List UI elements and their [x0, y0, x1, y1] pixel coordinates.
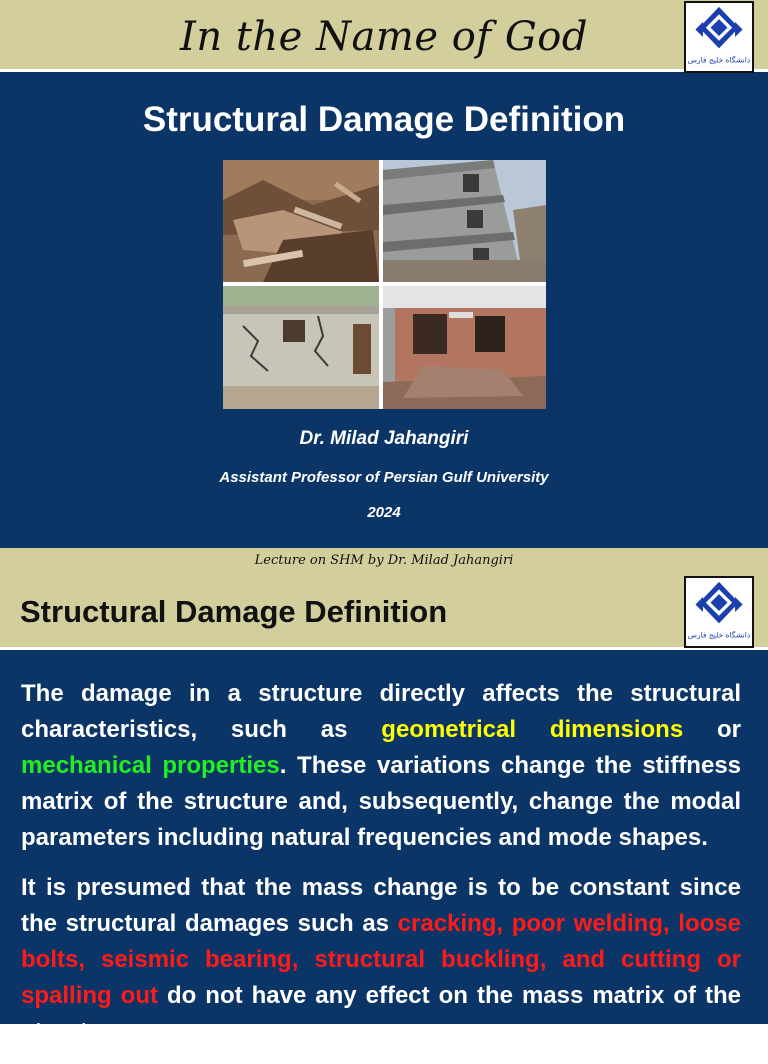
paragraph-mass [21, 870, 741, 1050]
author-affiliation: Assistant Professor of Persian Gulf University [219, 469, 549, 486]
definition-slide-header [0, 548, 768, 650]
logo-text: دانشگاه خلیج فارس [687, 630, 751, 640]
slide-body [21, 676, 741, 1064]
title-slide-header [0, 0, 768, 72]
cracked-house-photo [223, 286, 379, 409]
text-run: The damage in a structure directly affects the structural characteristics, such as [21, 680, 741, 743]
logo-text: دانشگاه خلیج فارس [687, 55, 751, 65]
presentation-year: 2024 [367, 504, 401, 521]
slide-heading: Structural Damage Definition [20, 594, 448, 629]
highlight-damage-types: cracking, poor welding, loose bolts, seismic bearing, structural buckling, and cutting or spalling out [21, 910, 741, 1009]
highlight-mechanical-properties: mechanical properties [21, 752, 280, 779]
university-logo [684, 1, 754, 73]
text-run: . These variations change the stiffness matrix of the structure and, subsequently, change the modal parameters including natural frequencies and mode shapes. [21, 752, 742, 851]
header-script-text: In the Name of God [180, 14, 588, 60]
lecture-credit: Lecture on SHM by Dr. Milad Jahangiri [254, 553, 514, 568]
rubble-photo [223, 160, 379, 282]
slide-title: Structural Damage Definition [142, 100, 626, 139]
author-name: Dr. Milad Jahangiri [299, 428, 469, 449]
collapsed-wall-photo [383, 286, 546, 409]
leaning-building-photo [383, 160, 546, 282]
university-logo-icon [686, 3, 752, 71]
paragraph-stiffness [21, 676, 741, 856]
university-logo [684, 576, 754, 648]
highlight-geometrical-dimensions: geometrical dimensions [381, 716, 684, 743]
text-run: or [683, 716, 742, 743]
text-run: It is presumed that the mass change is to be constant since the structural damages such as [21, 874, 741, 937]
university-logo-icon [686, 578, 752, 646]
text-run: do not have any effect on the mass matrix of the structure. [21, 982, 741, 1045]
definition-slide [0, 548, 768, 1045]
damage-photo-grid [223, 160, 546, 409]
